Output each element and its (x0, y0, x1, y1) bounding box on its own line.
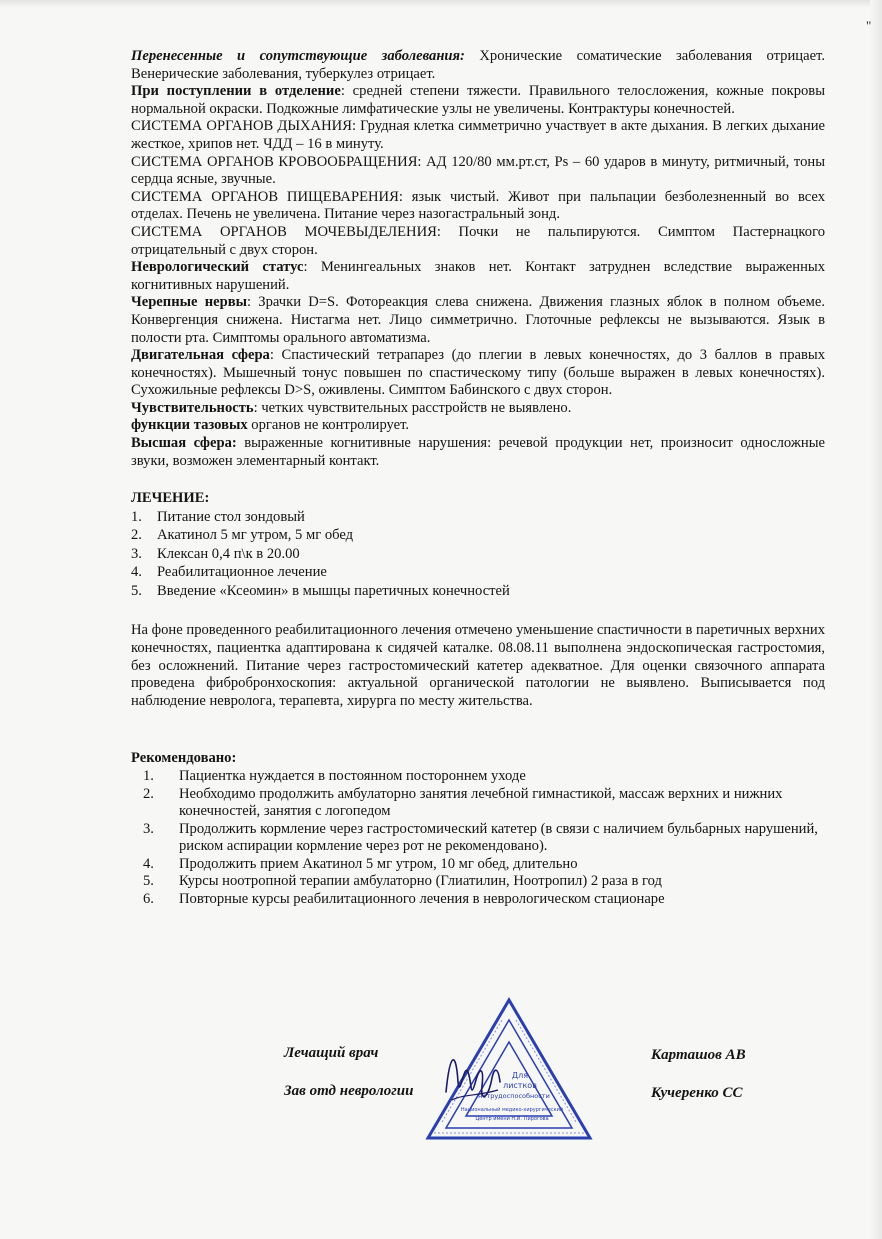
treatment-title: ЛЕЧЕНИЕ: (131, 490, 210, 507)
stamp-center-line1: Для (511, 1071, 529, 1080)
scan-edge-right (870, 0, 882, 1239)
list-item: 3. Клексан 0,4 п\к в 20.00 (131, 545, 300, 562)
sensitivity-label: Чувствительность (131, 399, 254, 416)
higher-sphere-label: Высшая сфера: (131, 435, 237, 452)
doctor-label: Лечащий врач (284, 1045, 379, 1061)
higher-sphere-text: выраженные когнитивные нарушения: речевой продукции нет, произносит односложные звуки, возможен элементарный контакт. (131, 435, 825, 469)
treatment-item-text: Реабилитационное лечение (157, 564, 327, 581)
motor-sphere-text: : Спастический тетрапарез (до плегии в левых конечностях, до 3 баллов в правых конечностях). Мышечный тонус повышен по спастическому типу (больше выражен в левых конечностях). Сухожильные рефлексы D>S, оживлены. Симптом Бабинского с двух сторон. (131, 347, 825, 399)
sensitivity-text: : четких чувствительных расстройств не выявлено. (253, 399, 572, 416)
pelvic-functions (131, 417, 825, 435)
admission-text: : средней степени тяжести. Правильного телосложения, кожные покровы нормальной окраски. Подкожные лимфатические узлы не увеличены. Контрактуры конечностей. (131, 83, 825, 117)
neuro-status-label: Неврологический статус (131, 259, 304, 276)
stamp-bottom-line2: Центр имени Н.И. Пирогова (475, 1116, 549, 1122)
list-item: 2. Акатинол 5 мг утром, 5 мг обед (131, 527, 354, 544)
history-text: Хронические соматические заболевания отрицает. Венерические заболевания, туберкулез отрицает. (131, 48, 825, 82)
recommendation-text: Продолжить прием Акатинол 5 мг утром, 10 мг обед, длительно (179, 855, 578, 872)
signature-scribble (438, 1042, 508, 1112)
document-body (131, 48, 825, 909)
neuro-status-text: : Менингеальных знаков нет. Контакт затруднен вследствие выраженных когнитивных нарушений. (131, 259, 825, 293)
recommendation-text: Продолжить кормление через гастростомический катетер (в связи с наличием бульбарных нарушений, риском аспирации кормление через рот не рекомендовано). (179, 820, 818, 855)
history-paragraph (131, 48, 825, 83)
list-item: 6. Повторные курсы реабилитационного лечения в неврологическом стационаре (131, 891, 825, 909)
motor-sphere (131, 347, 825, 400)
treatment-item-text: Акатинол 5 мг утром, 5 мг обед (157, 527, 354, 544)
history-label: Перенесенные и сопутствующие заболевания: (131, 48, 465, 64)
list-item: 4. Реабилитационное лечение (131, 564, 327, 581)
cranial-nerves-text: : Зрачки D=S. Фотореакция слева снижена. Движения глазных яблок в полном объеме. Конвергенция снижена. Нистагма нет. Лицо симметрично. Глоточные рефлексы не вызываются. Язык в полости рта. Симптомы орального автоматизма. (131, 294, 825, 346)
respiratory-system: СИСТЕМА ОРГАНОВ ДЫХАНИЯ: Грудная клетка симметрично участвует в акте дыхания. В легких дыхание жесткое, хрипов нет. ЧДД – 16 в минуту. (131, 118, 825, 152)
stamp-bottom-line1: Национальный медико-хирургический (460, 1107, 564, 1113)
recommendations-title: Рекомендовано: (131, 750, 237, 767)
pelvic-functions-label: функции тазовых (131, 417, 248, 434)
admission-paragraph (131, 83, 825, 118)
motor-sphere-label: Двигательная сфера (131, 347, 270, 364)
treatment-list (131, 508, 825, 601)
digestive-system: СИСТЕМА ОРГАНОВ ПИЩЕВАРЕНИЯ: язык чистый. Живот при пальпации безболезненный во всех отделах. Печень не увеличена. Питание через назогастральный зонд. (131, 188, 825, 223)
recommendation-text: Курсы ноотропной терапии амбулаторно (Глиатилин, Ноотропил) 2 раза в год (179, 873, 662, 890)
cranial-nerves (131, 294, 825, 347)
list-item: 5. Курсы ноотропной терапии амбулаторно (Глиатилин, Ноотропил) 2 раза в год (131, 873, 825, 891)
list-item: 2. Необходимо продолжить амбулаторно занятия лечебной гимнастикой, массаж верхних и нижних конечностей, занятия с логопедом (131, 786, 825, 821)
head-name: Кучеренко СС (651, 1085, 743, 1101)
corner-mark: " (866, 18, 872, 33)
sensitivity (131, 400, 825, 418)
recommendation-text: Пациентка нуждается в постоянном постороннем уходе (179, 767, 526, 784)
head-label: Зав отд неврологии (284, 1083, 414, 1099)
recommendation-text: Необходимо продолжить амбулаторно занятия лечебной гимнастикой, массаж верхних и нижних конечностей, занятия с логопедом (179, 785, 783, 820)
recommendations-list (131, 768, 825, 909)
urinary-system: СИСТЕМА ОРГАНОВ МОЧЕВЫДЕЛЕНИЯ: Почки не пальпируются. Симптом Пастернацкого отрицательный с двух сторон. (131, 223, 825, 258)
scan-edge-top (0, 0, 882, 8)
pelvic-functions-text: органов не контролирует. (247, 417, 410, 434)
list-item: 1. Питание стол зондовый (131, 508, 305, 525)
list-item: 1. Пациентка нуждается в постоянном постороннем уходе (131, 768, 825, 786)
treatment-item-text: Клексан 0,4 п\к в 20.00 (157, 545, 300, 562)
stamp-center-line2: листков (503, 1081, 537, 1090)
list-item: 4. Продолжить прием Акатинол 5 мг утром, 10 мг обед, длительно (131, 856, 825, 874)
list-item: 5. Введение «Ксеомин» в мышцы паретичных конечностей (131, 582, 510, 599)
list-item: 3. Продолжить кормление через гастростомический катетер (в связи с наличием бульбарных нарушений, риском аспирации кормление через рот не рекомендовано). (131, 821, 825, 856)
treatment-item-text: Питание стол зондовый (157, 508, 305, 525)
doctor-name: Карташов АВ (651, 1047, 746, 1063)
treatment-item-text: Введение «Ксеомин» в мышцы паретичных конечностей (157, 582, 510, 599)
cranial-nerves-label: Черепные нервы (131, 294, 247, 311)
stamp-center-line3: нетрудоспособности (478, 1092, 550, 1100)
summary-paragraph: На фоне проведенного реабилитационного лечения отмечено уменьшение спастичности в паретичных верхних конечностях, пациентка адаптирована к сидячей каталке. 08.08.11 выполнена эндоскопическая гастростомия, без осложнений. Питание через гастростомический катетер адекватное. Для оценки связочного аппарата проведена фибробронхоскопия: актуальной органической патологии не выявлено. Выписывается под наблюдение невролога, терапевта, хирурга по месту жительства. (131, 622, 825, 709)
recommendation-text: Повторные курсы реабилитационного лечения в неврологическом стационаре (179, 891, 665, 908)
higher-sphere (131, 435, 825, 470)
neuro-status (131, 259, 825, 294)
circulatory-system: СИСТЕМА ОРГАНОВ КРОВООБРАЩЕНИЯ: АД 120/80 мм.рт.ст, Ps – 60 ударов в минуту, ритмичный, тоны сердца ясные, звучные. (131, 153, 825, 188)
admission-label: При поступлении в отделение (131, 83, 341, 100)
